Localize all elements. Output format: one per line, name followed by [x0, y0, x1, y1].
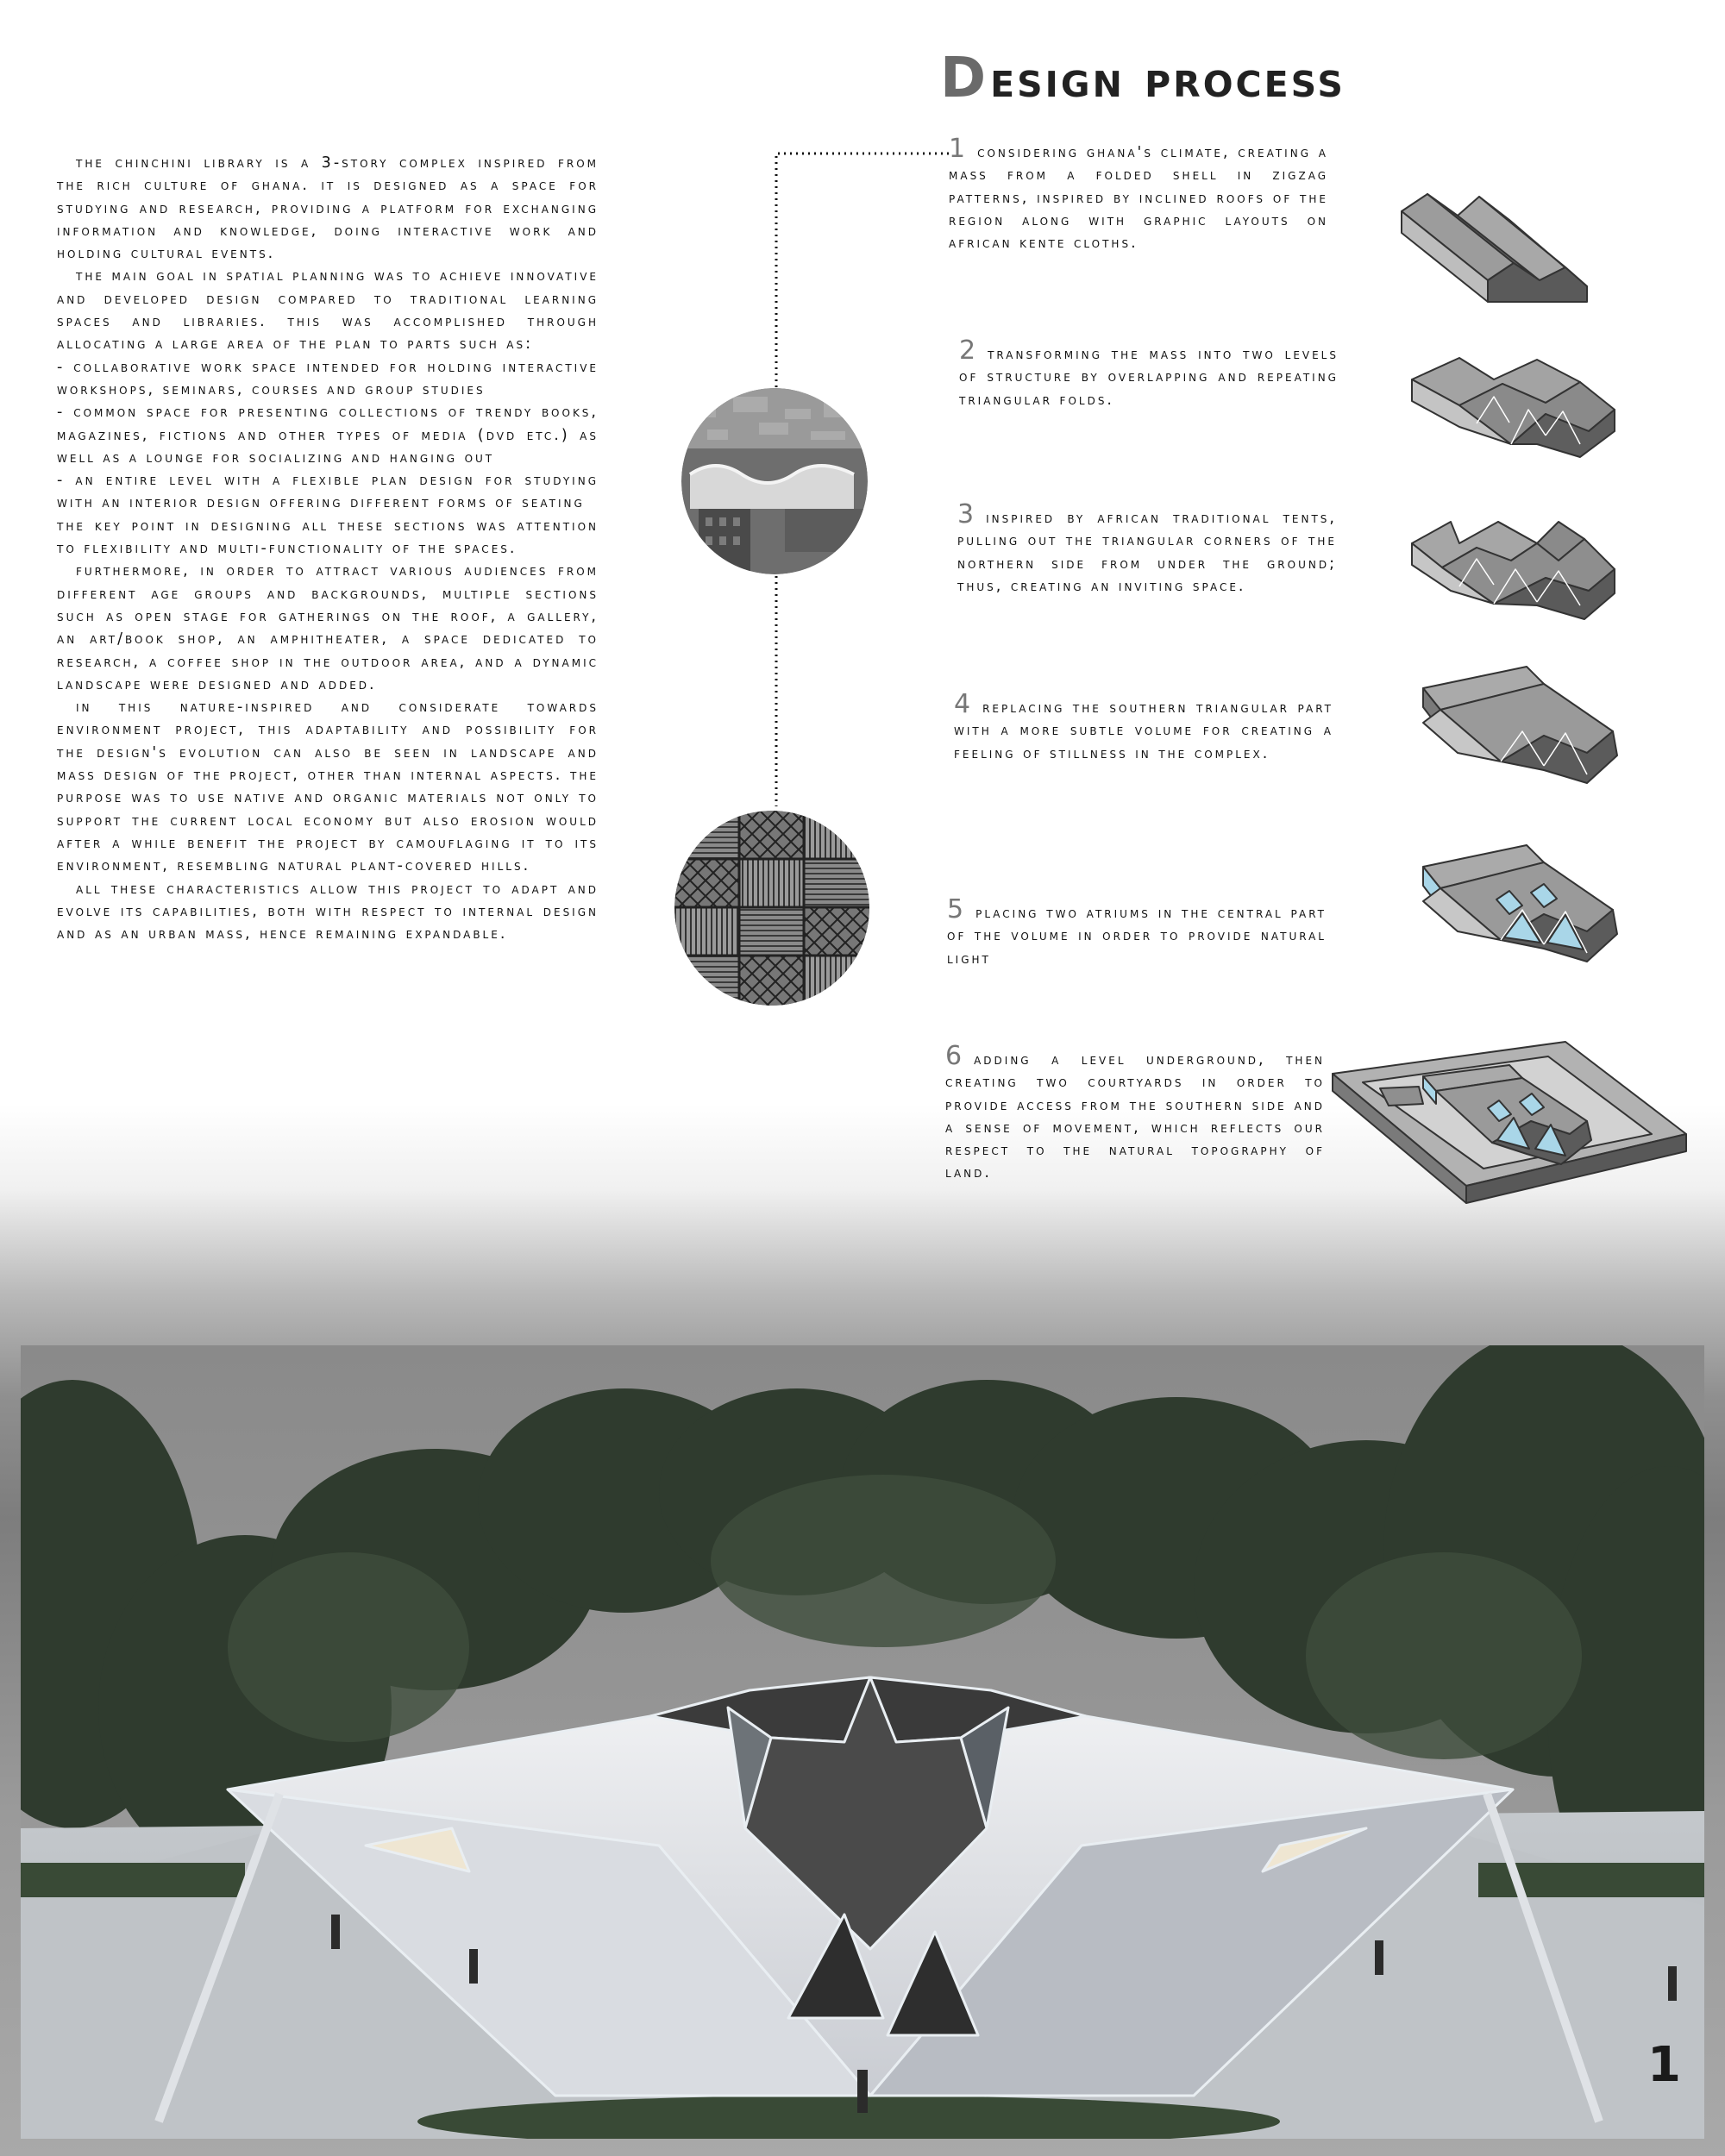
step-text: inspired by african traditional tents, pulling out the triangular corners of the northern side from under the ground; thus, creating an inviting space. — [957, 510, 1337, 595]
intro-paragraph: all these characteristics allow this project to adapt and evolve its capabilities, both with respect to internal design and as an urban mass, hence remaining expandable. — [57, 880, 599, 943]
step-text: transforming the mass into two levels of structure by overlapping and repeating triangular folds. — [959, 346, 1339, 409]
diagram-step-2 — [1408, 349, 1619, 461]
intro-paragraph: furthermore, in order to attract various audiences from different age groups and backgrounds, multiple sections such as open stage for gatherings on the roof, a gallery, an art/book shop, an amphitheater, a space dedicated to research, a coffee shop in the outdoor area, and a dynamic landscape were designed and added. — [57, 562, 599, 693]
design-step-2 — [959, 335, 1339, 411]
step-number: 6 — [945, 1041, 963, 1071]
diagram-step-3 — [1408, 509, 1619, 625]
intro-bullet: - common space for presenting collections of trendy books, magazines, fictions and other types of media (dvd etc.) as well as a lounge for socializing and hanging out — [57, 404, 599, 467]
design-step-1 — [949, 134, 1328, 254]
design-step-4 — [954, 689, 1333, 765]
step-number: 3 — [957, 499, 975, 530]
building-render — [21, 1345, 1704, 2139]
aerial-photo — [681, 388, 868, 574]
step-text: replacing the southern triangular part with a more subtle volume for creating a feeling of stillness in the complex. — [954, 699, 1333, 762]
intro-paragraph: the key point in designing all these sections was attention to flexibility and multi-functionality of the spaces. — [57, 517, 599, 558]
step-text: considering ghana's climate, creating a mass from a folded shell in zigzag patterns, inspired by inclined roofs of the region along with graphic layouts on african kente cloths. — [949, 144, 1328, 253]
title-rest: esign process — [990, 50, 1346, 109]
design-step-3 — [957, 499, 1337, 598]
design-step-6 — [945, 1041, 1325, 1185]
kente-pattern — [674, 811, 869, 1006]
step-number: 1 — [949, 134, 966, 164]
intro-paragraph: the main goal in spatial planning was to achieve innovative and developed design compared to traditional learning spaces and libraries. this was accomplished through allocating a large area of the plan to parts such as: — [57, 267, 599, 354]
design-step-5 — [947, 894, 1327, 970]
diagram-step-1 — [1393, 181, 1604, 315]
step-text: adding a level underground, then creating two courtyards in order to provide access from the southern side and a sense of movement, which reflects our respect to the natural topography of land. — [945, 1051, 1325, 1182]
step-text: placing two atriums in the central part of the volume in order to provide natural light — [947, 905, 1327, 968]
diagram-step-6 — [1328, 1035, 1690, 1216]
page-number: 1 — [1647, 2037, 1681, 2093]
step-number: 5 — [947, 894, 964, 924]
diagram-step-4 — [1414, 662, 1626, 796]
intro-paragraph: in this nature-inspired and considerate towards environment project, this adaptability and possibility for the design's evolution can also be seen in landscape and mass design of the project, other than internal aspects. the purpose was to use native and organic materials not only to support the current local economy but also erosion would after a while benefit the project by camouflaging it to its environment, resembling natural plant-covered hills. — [57, 699, 599, 875]
intro-bullet: - an entire level with a flexible plan design for studying with an interior design offering different forms of seating — [57, 472, 599, 512]
step-number: 2 — [959, 335, 976, 366]
diagram-step-5 — [1414, 841, 1626, 975]
step-number: 4 — [954, 689, 971, 719]
intro-bullet: - collaborative work space intended for holding interactive workshops, seminars, courses and group studies — [57, 358, 599, 398]
intro-paragraph: the chinchini library is a 3-story complex inspired from the rich culture of ghana. it is designed as a space for studying and research, providing a platform for exchanging information and knowledge, doing interactive work and holding cultural events. — [57, 154, 599, 263]
title-first-letter: D — [940, 47, 991, 110]
